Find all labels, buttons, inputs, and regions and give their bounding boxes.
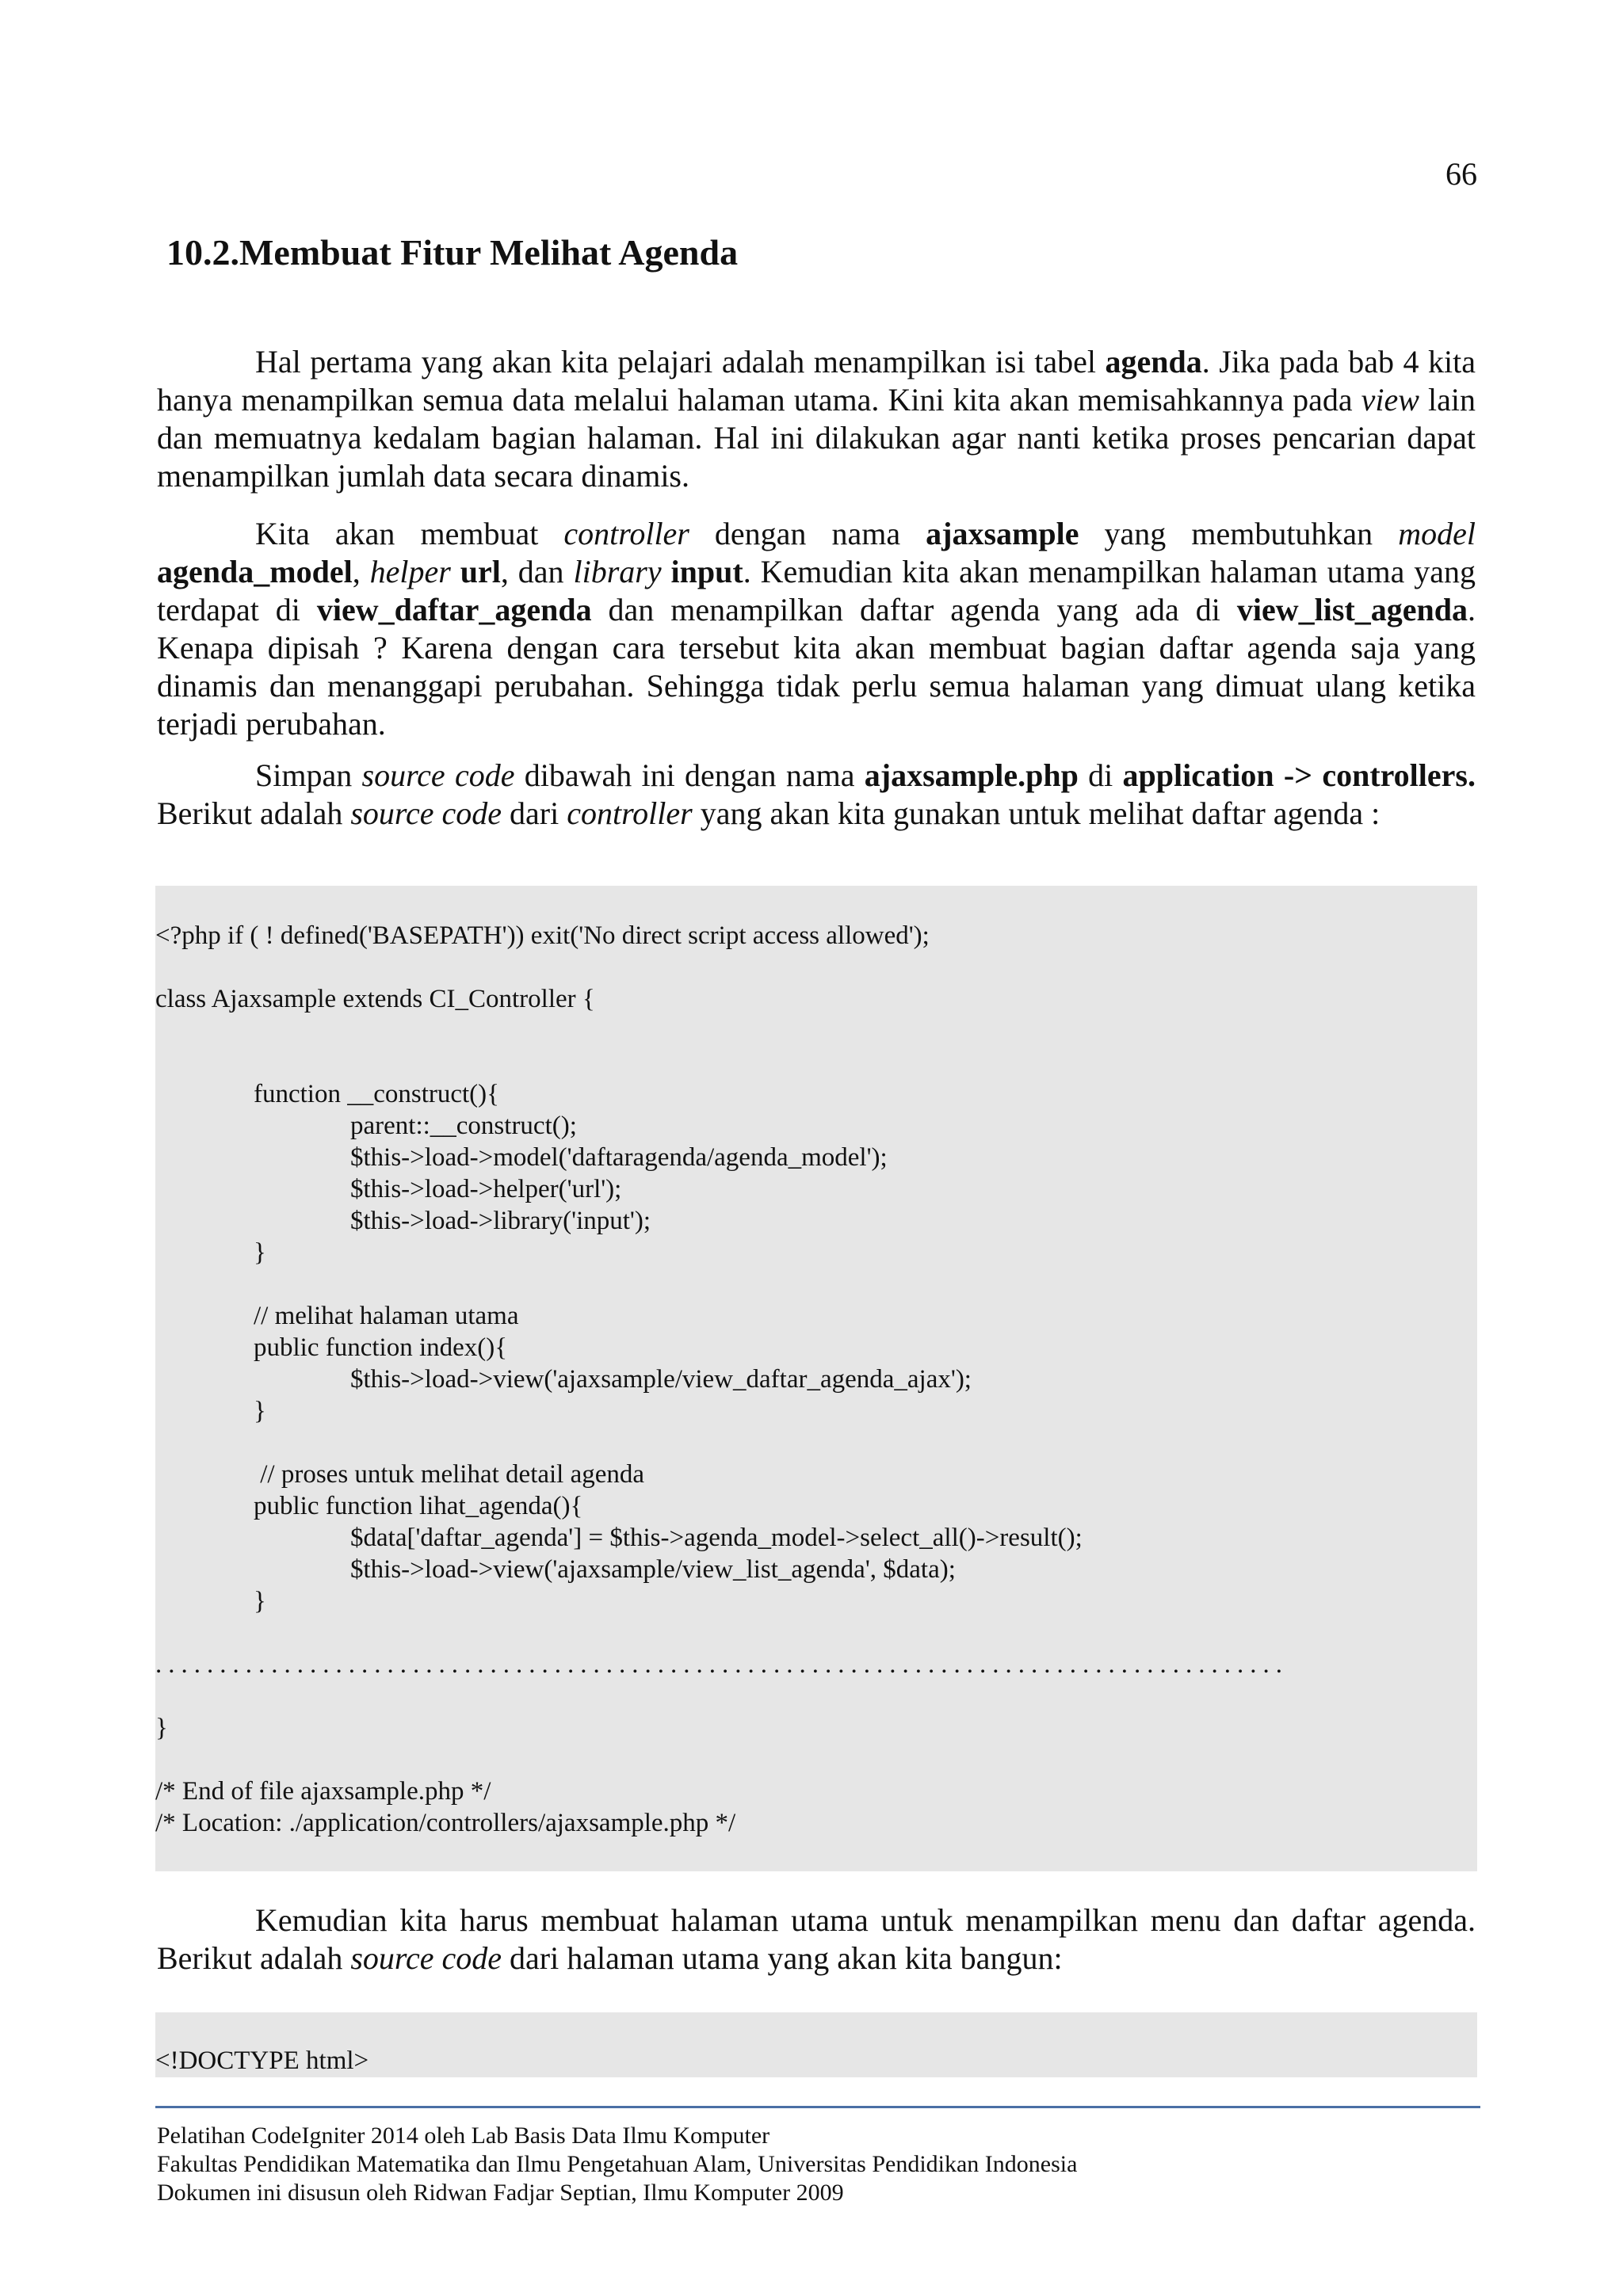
bold-text: ajaxsample	[926, 516, 1079, 551]
text-run: yang akan kita gunakan untuk melihat daftar agenda :	[692, 795, 1381, 831]
text-run: di	[1078, 757, 1123, 793]
footer-line: Dokumen ini disusun oleh Ridwan Fadjar Septian, Ilmu Komputer 2009	[157, 2180, 844, 2206]
text-run: dan menampilkan daftar agenda yang ada di	[591, 592, 1237, 627]
italic-text: helper	[369, 554, 451, 589]
page-number: 66	[1445, 156, 1477, 192]
italic-text: model	[1398, 516, 1476, 551]
bold-text: input	[670, 554, 743, 589]
text-run: , dan	[500, 554, 574, 589]
text-run: Kemudian kita harus membuat halaman utama untuk menampilkan menu dan daftar agenda. Berikut adalah	[157, 1902, 1476, 1976]
paragraph-controller-description	[157, 515, 1476, 743]
code-line: // melihat halaman utama	[254, 1302, 519, 1330]
footer-rule	[155, 2106, 1480, 2108]
text-run: ,	[352, 554, 370, 589]
text-run: Hal pertama yang akan kita pelajari adalah menampilkan isi tabel	[255, 344, 1106, 379]
code-line: class Ajaxsample extends CI_Controller {	[155, 985, 595, 1013]
bold-text: ajaxsample.php	[864, 757, 1079, 793]
text-run: Simpan	[255, 757, 362, 793]
code-block-controller	[155, 886, 1477, 1871]
text-run: dari	[502, 795, 567, 831]
bold-text: url	[460, 554, 501, 589]
text-run	[662, 554, 671, 589]
code-line: $this->load->view('ajaxsample/view_list_agenda', $data);	[350, 1555, 956, 1584]
section-heading: 10.2.Membuat Fitur Melihat Agenda	[166, 232, 739, 273]
italic-text: controller	[567, 795, 693, 831]
italic-text: view	[1361, 382, 1419, 418]
code-line: }	[155, 1714, 168, 1742]
text-run: Kita akan membuat	[255, 516, 564, 551]
code-line: /* Location: ./application/controllers/ajaxsample.php */	[155, 1809, 736, 1837]
code-line: // proses untuk melihat detail agenda	[254, 1460, 645, 1489]
text-run: dari halaman utama yang akan kita bangun:	[502, 1940, 1063, 1976]
text-run: dengan nama	[689, 516, 926, 551]
paragraph-save-instructions	[157, 757, 1476, 833]
code-line: $this->load->model('daftaragenda/agenda_model');	[350, 1143, 888, 1172]
footer-line: Pelatihan CodeIgniter 2014 oleh Lab Basis Data Ilmu Komputer	[157, 2122, 770, 2149]
text-run: . Jika pada bab 4 kita hanya menampilkan semua data melalui halaman utama. Kini kita akan memisahkannya pada	[157, 344, 1476, 418]
code-line: parent::__construct();	[350, 1112, 577, 1140]
italic-text: controller	[563, 516, 689, 551]
bold-text: agenda	[1105, 344, 1202, 379]
code-line: $this->load->view('ajaxsample/view_daftar_agenda_ajax');	[350, 1365, 972, 1394]
code-line: public function index(){	[254, 1333, 508, 1362]
code-line: function __construct(){	[254, 1080, 500, 1108]
code-line: }	[254, 1587, 266, 1615]
text-run: yang membutuhkan	[1079, 516, 1399, 551]
text-run: . Kenapa dipisah ? Karena dengan cara tersebut kita akan membuat bagian daftar agenda saja yang dinamis dan menanggapi perubahan. Sehingga tidak perlu semua halaman yang dimuat ulang ketika terjadi perubahan.	[157, 592, 1476, 742]
code-line: $data['daftar_agenda'] = $this->agenda_model->select_all()->result();	[350, 1524, 1083, 1552]
footer	[157, 2122, 1077, 2207]
code-line: }	[254, 1238, 266, 1267]
italic-text: source code	[350, 1940, 502, 1976]
code-line: $this->load->library('input');	[350, 1207, 651, 1235]
code-line: $this->load->helper('url');	[350, 1175, 622, 1203]
footer-line: Fakultas Pendidikan Matematika dan Ilmu Pengetahuan Alam, Universitas Pendidikan Indonesia	[157, 2151, 1078, 2177]
italic-text: library	[573, 554, 662, 589]
italic-text: source code	[361, 757, 515, 793]
code-block-view	[155, 2012, 1477, 2077]
bold-text: application -> controllers.	[1122, 757, 1476, 793]
code-line: <?php if ( ! defined('BASEPATH')) exit('No direct script access allowed');	[155, 921, 930, 950]
code-line: <!DOCTYPE html>	[155, 2046, 369, 2075]
paragraph-main-page	[157, 1901, 1476, 1978]
text-run: Berikut adalah	[157, 795, 351, 831]
bold-text: agenda_model	[157, 554, 353, 589]
code-line: public function lihat_agenda(){	[254, 1492, 583, 1520]
code-line: /* End of file ajaxsample.php */	[155, 1777, 491, 1806]
code-line: }	[254, 1397, 266, 1425]
bold-text: view_list_agenda	[1236, 592, 1468, 627]
text-run	[451, 554, 460, 589]
text-run: dibawah ini dengan nama	[514, 757, 865, 793]
bold-text: view_daftar_agenda	[316, 592, 592, 627]
paragraph-intro	[157, 343, 1476, 495]
text-run: lain dan memuatnya kedalam bagian halaman. Hal ini dilakukan agar nanti ketika proses pencarian dapat menampilkan jumlah data secara dinamis.	[157, 382, 1476, 494]
text-run: . Kemudian kita akan menampilkan halaman utama yang terdapat di	[157, 554, 1476, 627]
code-ellipsis: ........................................................................................	[155, 1650, 1289, 1679]
italic-text: source code	[350, 795, 502, 831]
